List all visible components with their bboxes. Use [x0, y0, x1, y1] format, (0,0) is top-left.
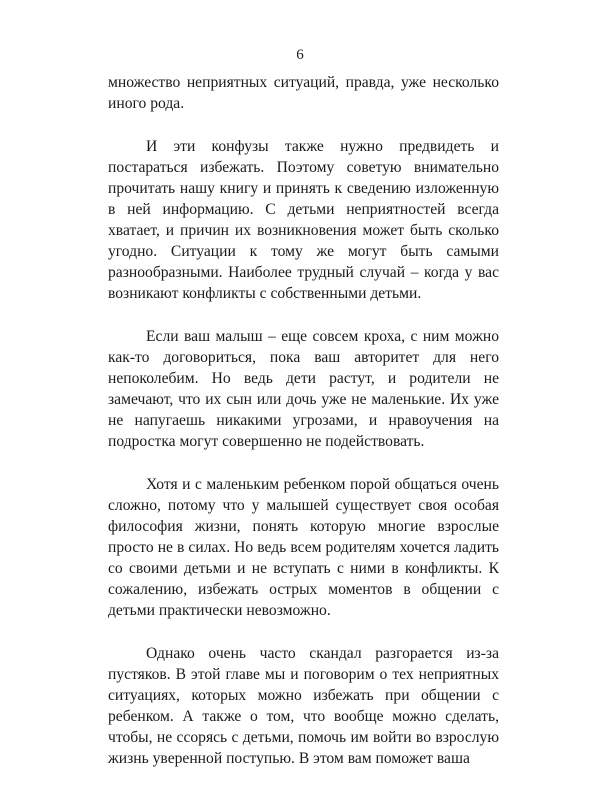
body-text	[108, 72, 499, 791]
page-number: 6	[296, 47, 304, 63]
paragraph: Однако очень часто скандал разгорается из-за пустяков. В этой главе мы и поговорим о тех неприятных ситуациях, которых можно избежать при общении с ребенком. А также о том, что вообще можно сделать, чтобы, не ссорясь с детьми, помочь им войти во взрослую жизнь уверенной поступью. В этом вам поможет ваша	[108, 645, 499, 767]
paragraph: Если ваш малыш – еще совсем кроха, с ним можно как-то договориться, пока ваш авторитет для него непоколебим. Но ведь дети растут, и родители не замечают, что их сын или дочь уже не маленькие. Их уже не напугаешь никакими угрозами, и нравоучения на подростка могут совершенно не подействовать.	[108, 328, 499, 450]
paragraph: Хотя и с маленьким ребенком порой общаться очень сложно, потому что у малышей существует своя особая философия жизни, понять которую многие взрослые просто не в силах. Но ведь всем родителям хочется ладить со своими детьми и не вступать с ними в конфликты. К сожалению, избежать острых моментов в общении с детьми практически невозможно.	[108, 476, 499, 619]
paragraph: И эти конфузы также нужно предвидеть и постараться избежать. Поэтому советую внимательно прочитать нашу книгу и принять к сведению изложенную в ней информацию. С детьми неприятностей всегда хватает, и причин их возникновения может быть сколько угодно. Ситуации к тому же могут быть самыми разнообразными. Наиболее трудный случай – когда у вас возникают конфликты с собственными детьми.	[108, 138, 499, 302]
paragraph-continuation: множество неприятных ситуаций, правда, уже несколько иного рода.	[108, 74, 499, 112]
